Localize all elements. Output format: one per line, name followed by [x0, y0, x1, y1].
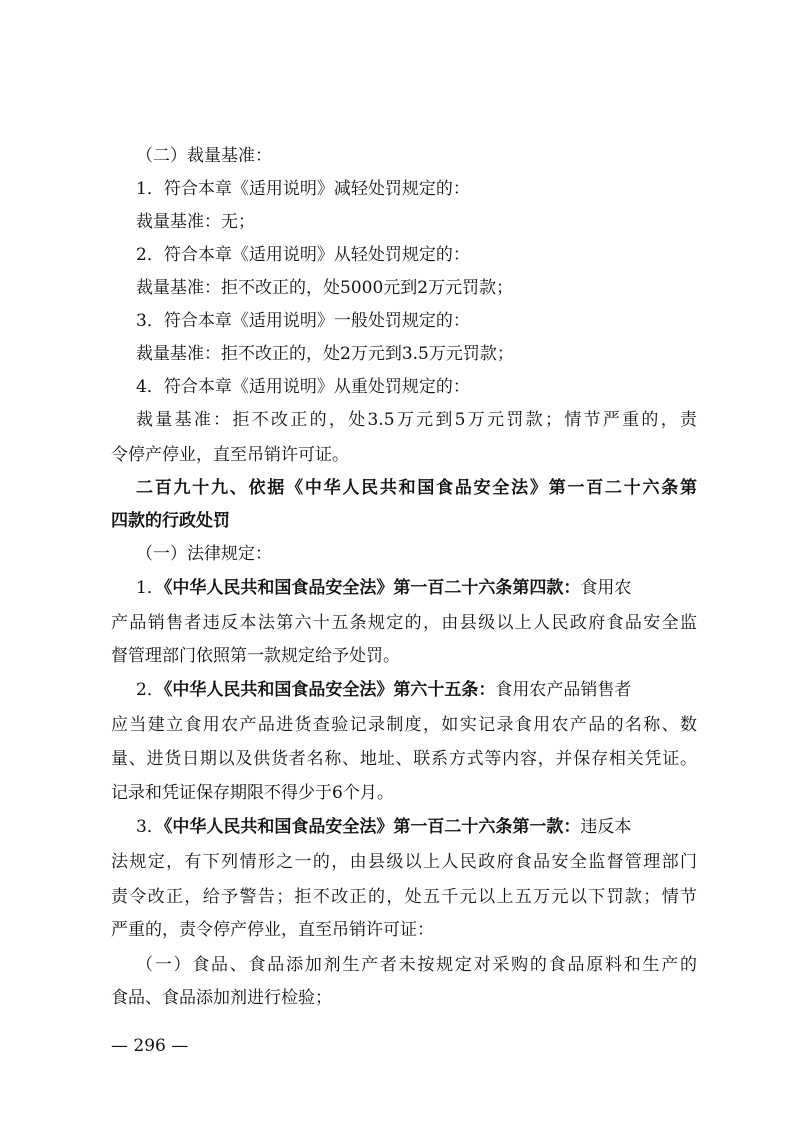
article-heading-299: 二百九十九、依据《中华人民共和国食品安全法》第一百二十六条第	[136, 478, 697, 498]
legal-provision-3-cont-3: 严重的，责令停产停业，直至吊销许可证：	[111, 920, 434, 940]
section-heading-discretion-standard: （二）裁量基准：	[136, 146, 272, 166]
legal-provision-3	[136, 816, 722, 838]
page-number: — 296 —	[111, 1036, 189, 1056]
criterion-item-4: 4．符合本章《适用说明》从重处罚规定的：	[136, 377, 470, 397]
legal-provision-3-cont-2: 责令改正，给予警告；拒不改正的，处五千元以上五万元以下罚款；情节	[111, 887, 697, 907]
provision-1-text-start: 食用农	[580, 578, 632, 598]
criterion-standard-4-cont: 令停产停业，直至吊销许可证。	[111, 445, 349, 465]
provision-2-citation: 《中华人民共和国食品安全法》第六十五条：	[163, 680, 496, 700]
provision-2-text-start: 食用农产品销售者	[495, 680, 632, 700]
legal-provision-2-cont-2: 量、进货日期以及供货者名称、地址、联系方式等内容，并保存相关凭证。	[111, 749, 697, 769]
provision-3-citation: 《中华人民共和国食品安全法》第一百二十六条第一款：	[163, 817, 581, 837]
criterion-standard-3: 裁量基准：拒不改正的，处2万元到3.5万元罚款；	[136, 344, 514, 364]
legal-provision-2-cont: 应当建立食用农产品进货查验记录制度，如实记录食用农产品的名称、数	[111, 715, 697, 735]
section-heading-legal-provision: （一）法律规定：	[136, 544, 272, 564]
criterion-standard-4: 裁量基准：拒不改正的，处3.5万元到5万元罚款；情节严重的，责	[136, 410, 697, 430]
provision-3-number: 3．	[136, 817, 164, 837]
provision-1-number: 1．	[136, 578, 164, 598]
criterion-standard-2: 裁量基准：拒不改正的，处5000元到2万元罚款；	[136, 278, 514, 298]
provision-clause-1: （一）食品、食品添加剂生产者未按规定对采购的食品原料和生产的	[136, 955, 697, 975]
legal-provision-1-cont: 产品销售者违反本法第六十五条规定的，由县级以上人民政府食品安全监	[111, 613, 697, 633]
legal-provision-2-cont-3: 记录和凭证保存期限不得少于6个月。	[111, 783, 394, 803]
criterion-item-3: 3．符合本章《适用说明》一般处罚规定的：	[136, 311, 470, 331]
legal-provision-2	[136, 679, 722, 701]
legal-provision-1	[136, 577, 722, 599]
provision-1-citation: 《中华人民共和国食品安全法》第一百二十六条第四款：	[163, 578, 581, 598]
provision-3-text-start: 违反本	[580, 817, 632, 837]
provision-2-number: 2．	[136, 680, 164, 700]
criterion-standard-1: 裁量基准：无；	[136, 212, 255, 232]
provision-clause-1-cont: 食品、食品添加剂进行检验；	[111, 988, 332, 1008]
legal-provision-3-cont: 法规定，有下列情形之一的，由县级以上人民政府食品安全监督管理部门	[111, 852, 697, 872]
legal-provision-1-cont-2: 督管理部门依照第一款规定给予处罚。	[111, 646, 400, 666]
article-heading-299-cont: 四款的行政处罚	[111, 511, 230, 531]
criterion-item-2: 2．符合本章《适用说明》从轻处罚规定的：	[136, 245, 470, 265]
criterion-item-1: 1．符合本章《适用说明》减轻处罚规定的：	[136, 179, 470, 199]
